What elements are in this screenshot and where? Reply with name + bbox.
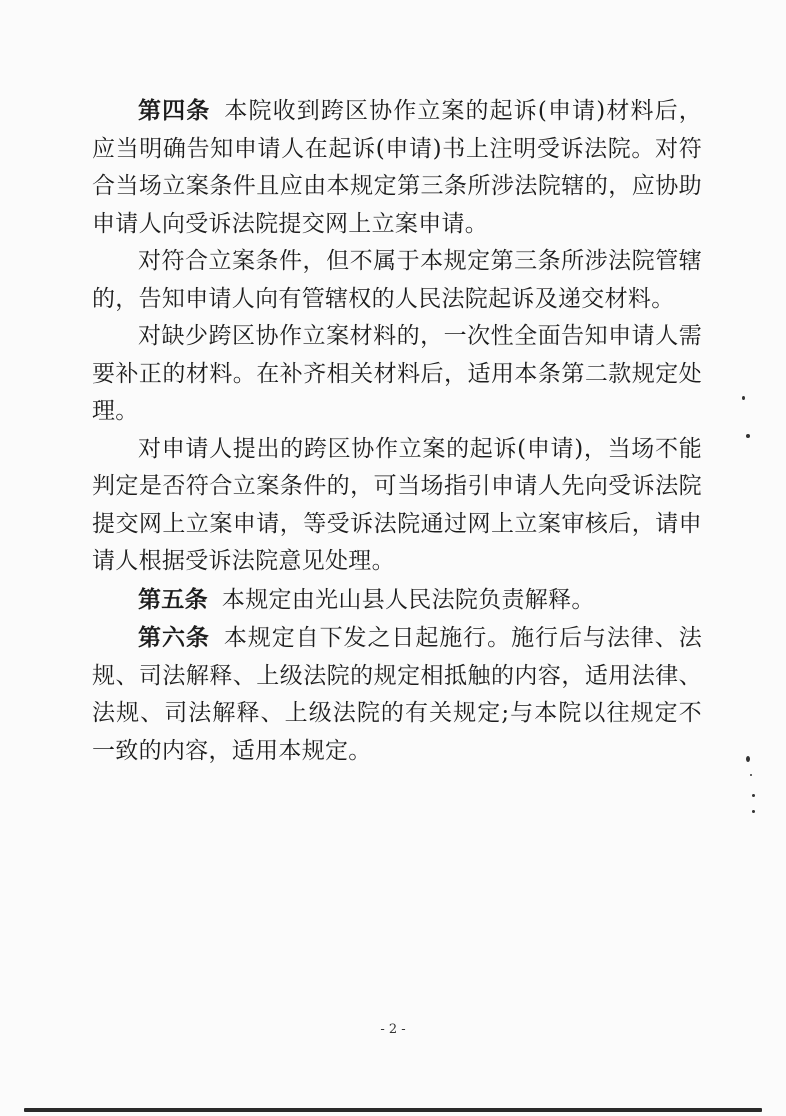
scan-speck <box>752 810 755 813</box>
paragraph-article-5 <box>92 581 702 620</box>
paragraph-article-4-clause-2 <box>92 243 702 318</box>
scan-speck <box>746 434 750 438</box>
bottom-rule <box>24 1108 762 1112</box>
paragraph-article-6 <box>92 619 702 770</box>
scan-speck <box>752 794 755 797</box>
paragraph-text: 本院收到跨区协作立案的起诉(申请)材料后，应当明确告知申请人在起诉(申请)书上注明受诉法院。对符合当场立案条件且应由本规定第三条所涉法院辖的，应协助申请人向受诉法院提交网上立案申请。 <box>92 98 702 237</box>
document-body <box>92 92 702 770</box>
scan-speck <box>742 396 745 400</box>
paragraph-text: 本规定自下发之日起施行。施行后与法律、法规、司法解释、上级法院的规定相抵触的内容，适用法律、法规、司法解释、上级法院的有关规定;与本院以往规定不一致的内容，适用本规定。 <box>92 625 702 764</box>
article-heading: 第四条 <box>138 97 211 124</box>
article-heading: 第六条 <box>138 624 210 651</box>
paragraph-article-4 <box>92 92 702 243</box>
paragraph-text: 对符合立案条件，但不属于本规定第三条所涉法院管辖的，告知申请人向有管辖权的人民法院起诉及递交材料。 <box>92 248 702 312</box>
paragraph-text: 本规定由光山县人民法院负责解释。 <box>221 586 595 613</box>
paragraph-article-4-clause-4 <box>92 431 702 581</box>
paragraph-text: 对缺少跨区协作立案材料的，一次性全面告知申请人需要补正的材料。在补齐相关材料后，适用本条第二款规定处理。 <box>92 323 702 424</box>
paragraph-text: 对申请人提出的跨区协作立案的起诉(申请)，当场不能判定是否符合立案条件的，可当场指引申请人先向受诉法院提交网上立案申请，等受诉法院通过网上立案审核后，请申请人根据受诉法院意见处理。 <box>92 435 702 574</box>
page-number: - 2 - <box>380 1022 406 1037</box>
paragraph-article-4-clause-3 <box>92 318 702 431</box>
scan-speck <box>750 774 752 776</box>
article-heading: 第五条 <box>138 585 208 613</box>
scan-speck <box>746 756 750 762</box>
